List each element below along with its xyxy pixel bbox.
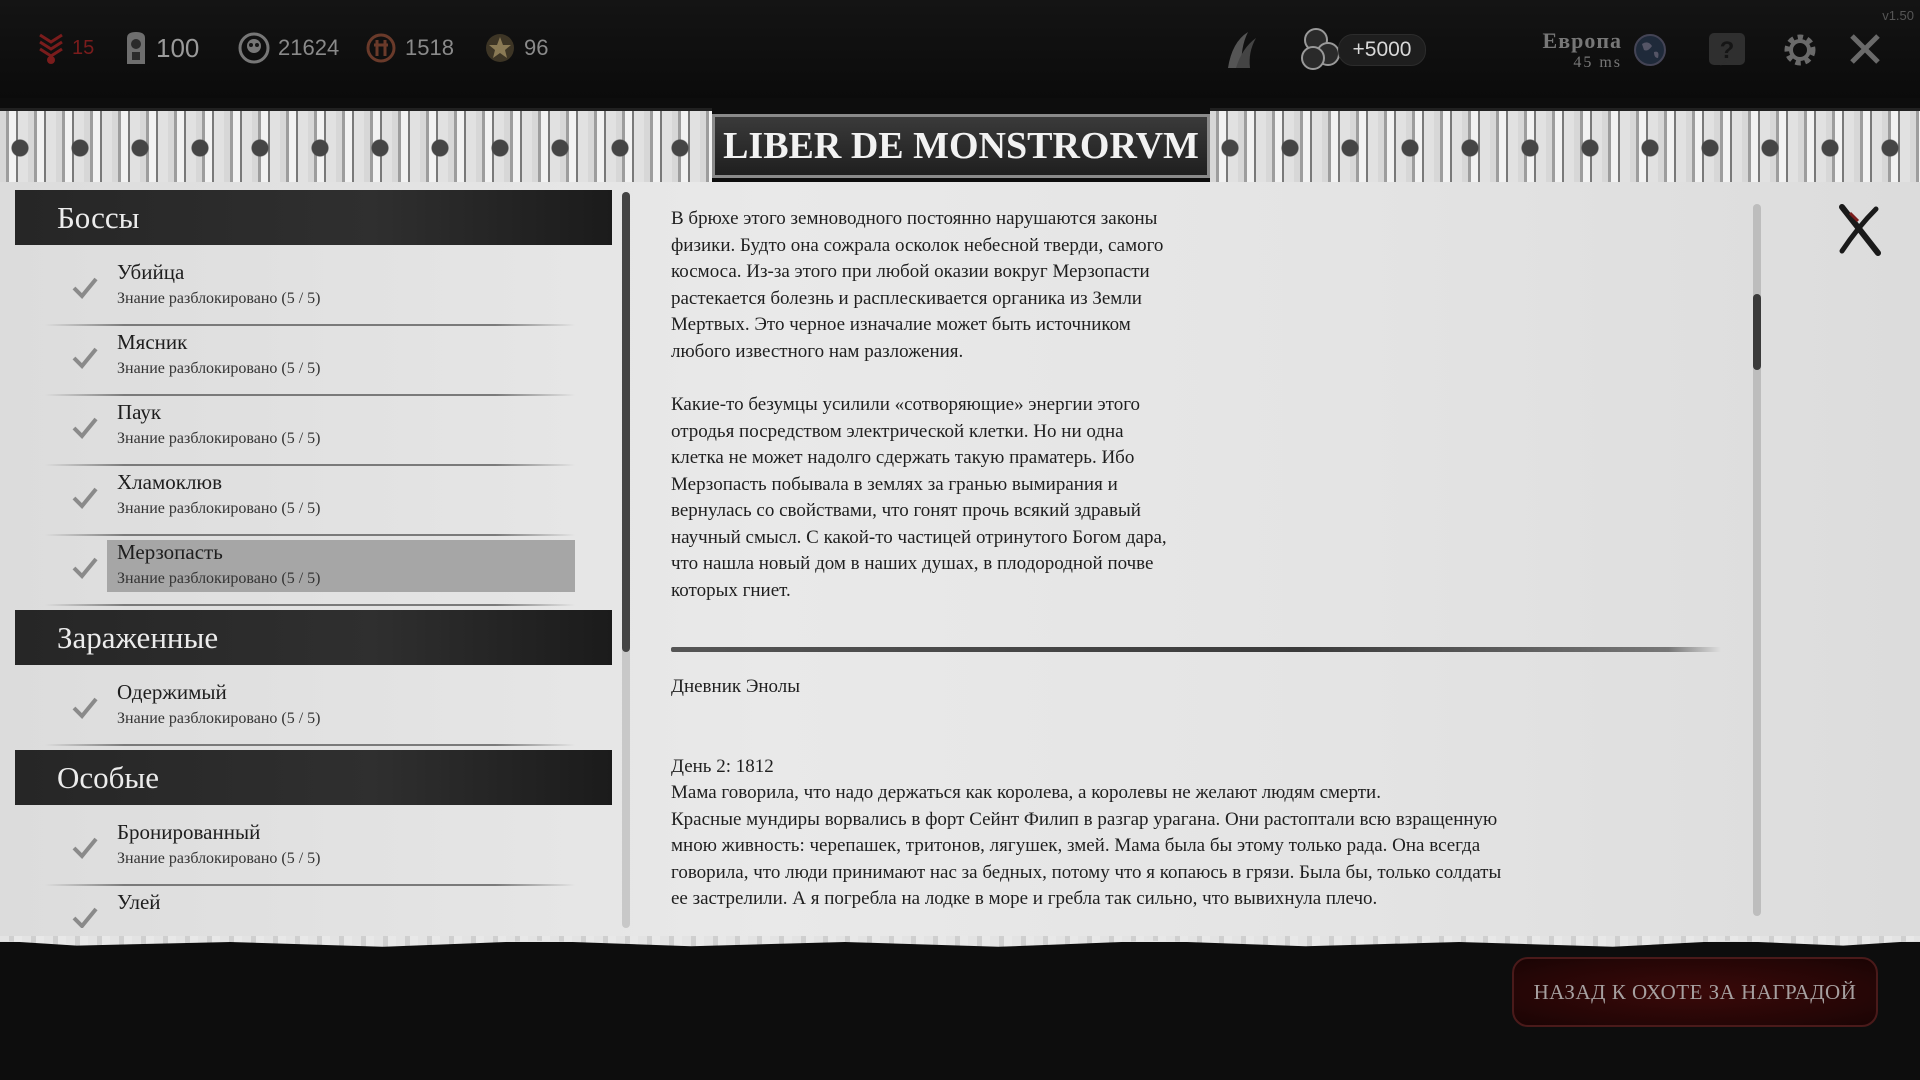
bonus-value: +5000	[1338, 34, 1426, 66]
list-item-possessed[interactable]	[45, 680, 575, 748]
divider	[45, 534, 575, 536]
checkmark-icon	[71, 906, 99, 928]
page-title: LIBER DE MONSTRORVM	[723, 125, 1199, 167]
list-item-spider[interactable]	[45, 400, 575, 468]
diary-entry: Мама говорила, что надо держаться как королева, а королевы не желают людям смерти. Красные мундиры ворвались в форт Сейнт Филип в разгар урагана. Они растоптали всю взращенную мною живность: черепашек, тритонов, лягушек, змей. Мама была бы этому только рада. Она всегда говорила, что люди принимают нас за бедных, потому что я копаюсь в грязи. Была бы, только солдаты ее застрелили. А я погребла на лодке в море и гребла так сильно, что вывихнула плечо.	[671, 782, 1502, 909]
item-name: Мясник	[117, 330, 188, 354]
list-item-butcher[interactable]	[45, 330, 575, 398]
section-title: Боссы	[57, 199, 140, 235]
blood-bond-icon	[365, 32, 397, 64]
list-item-armored[interactable]	[45, 820, 575, 888]
monster-description	[671, 206, 1741, 916]
section-title: Особые	[57, 759, 160, 795]
divider	[45, 884, 575, 886]
divider	[45, 464, 575, 466]
list-scrollbar-thumb[interactable]	[622, 192, 630, 652]
close-icon[interactable]	[1848, 32, 1882, 66]
item-name: Убийца	[117, 260, 185, 284]
checkmark-icon	[71, 346, 99, 370]
section-header-special	[15, 750, 612, 805]
ornament-right	[1210, 108, 1920, 188]
divider	[45, 744, 575, 746]
back-to-bounty-hunt-button[interactable]	[1512, 957, 1878, 1027]
item-status: Знание разблокировано (5 / 5)	[117, 430, 321, 447]
item-status: Знание разблокировано (5 / 5)	[117, 850, 321, 867]
checkmark-icon	[71, 556, 99, 580]
page-title-plate	[712, 114, 1210, 178]
hunt-dollars-indicator[interactable]	[238, 30, 339, 66]
description-paragraph: Какие-то безумцы усилили «сотворяющие» энергии этого отродья посредством электрической клетки. Но ни одна клетка не может надолго сдержать такую праматерь. Ибо Мерзопасть побывала в землях за гранью вымирания и вернулась со свойствами, что гонят прочь всякий здравый научный смысл. С какой-то частицей отринутого Богом дара, что нашла новый дом в наших душах, в плодородной почве которых гниет.	[671, 394, 1167, 601]
star-badge-icon	[484, 32, 516, 64]
torn-paper-edge	[0, 936, 1920, 948]
globe-icon[interactable]	[1632, 32, 1668, 68]
item-status: Знание разблокировано (5 / 5)	[117, 360, 321, 377]
version-label: v1.50	[1882, 8, 1914, 23]
top-bar	[0, 0, 1920, 98]
divider	[45, 324, 575, 326]
item-name: Одержимый	[117, 680, 227, 704]
item-name: Хламоклюв	[117, 470, 223, 494]
article-scrollbar[interactable]	[1753, 204, 1761, 916]
rank-value: 15	[72, 36, 95, 59]
hunt-dollars-value: 21624	[278, 35, 340, 60]
item-status: Знание разблокировано (5 / 5)	[117, 500, 321, 517]
svg-text:?: ?	[1719, 37, 1735, 64]
item-status: Знание разблокировано (5 / 5)	[117, 570, 321, 587]
tokens-indicator[interactable]	[124, 30, 199, 66]
rank-indicator	[38, 30, 94, 66]
list-item-rotjaw-selected[interactable]	[45, 540, 575, 608]
list-scrollbar[interactable]	[622, 192, 630, 928]
item-status: Знание разблокировано (5 / 5)	[117, 710, 321, 727]
blood-bonds-indicator[interactable]	[365, 30, 454, 66]
section-title: Зараженные	[57, 619, 219, 655]
list-item-scrapbeak[interactable]	[45, 470, 575, 538]
gear-icon[interactable]	[1780, 30, 1820, 70]
close-panel-icon[interactable]	[1836, 203, 1884, 257]
divider	[45, 604, 575, 606]
region-name: Европа	[1542, 28, 1622, 53]
checkmark-icon	[71, 276, 99, 300]
blood-bonds-value: 1518	[405, 35, 454, 60]
item-name: Бронированный	[117, 820, 261, 844]
divider	[671, 647, 1721, 652]
region-ping: 45 ms	[1573, 54, 1622, 71]
item-status: Знание разблокировано (5 / 5)	[117, 290, 321, 307]
item-name: Паук	[117, 400, 162, 424]
region-selector[interactable]	[1536, 28, 1622, 72]
bestiary-list[interactable]	[15, 190, 612, 928]
checkmark-icon	[71, 486, 99, 510]
checkmark-icon	[71, 696, 99, 720]
bonus-button[interactable]	[1298, 28, 1424, 70]
list-item-hive[interactable]	[45, 890, 575, 928]
list-item-assassin[interactable]	[45, 260, 575, 328]
back-button-label: НАЗАД К ОХОТЕ ЗА НАГРАДОЙ	[1533, 979, 1857, 1004]
rank-chevron-icon	[38, 31, 64, 65]
section-header-bosses	[15, 190, 612, 245]
event-points-indicator[interactable]	[484, 30, 548, 66]
tokens-value: 100	[156, 32, 200, 63]
divider	[45, 394, 575, 396]
ornament-left	[0, 108, 712, 188]
checkmark-icon	[71, 836, 99, 860]
help-icon[interactable]	[1706, 30, 1748, 72]
item-name: Мерзопасть	[117, 540, 223, 564]
tombstone-token-icon	[124, 30, 148, 66]
diary-day-heading: День 2: 1812	[671, 756, 774, 777]
checkmark-icon	[71, 416, 99, 440]
section-header-infected	[15, 610, 612, 665]
hunt-claws-icon[interactable]	[1218, 28, 1262, 72]
item-name: Улей	[117, 890, 161, 914]
event-points-value: 96	[524, 35, 549, 60]
skull-coin-icon	[238, 32, 270, 64]
description-paragraph: В брюхе этого земноводного постоянно нарушаются законы физики. Будто она сожрала осколок небесной тверди, самого космоса. Из-за этого при любой оказии вокруг Мерзопасти растекается болезнь и расплескивается органика из Земли Мертвых. Это черное изначалие может быть источником любого известного нам разложения.	[671, 208, 1164, 362]
article-scrollbar-thumb[interactable]	[1753, 294, 1761, 370]
diary-title: Дневник Энолы	[671, 676, 801, 697]
